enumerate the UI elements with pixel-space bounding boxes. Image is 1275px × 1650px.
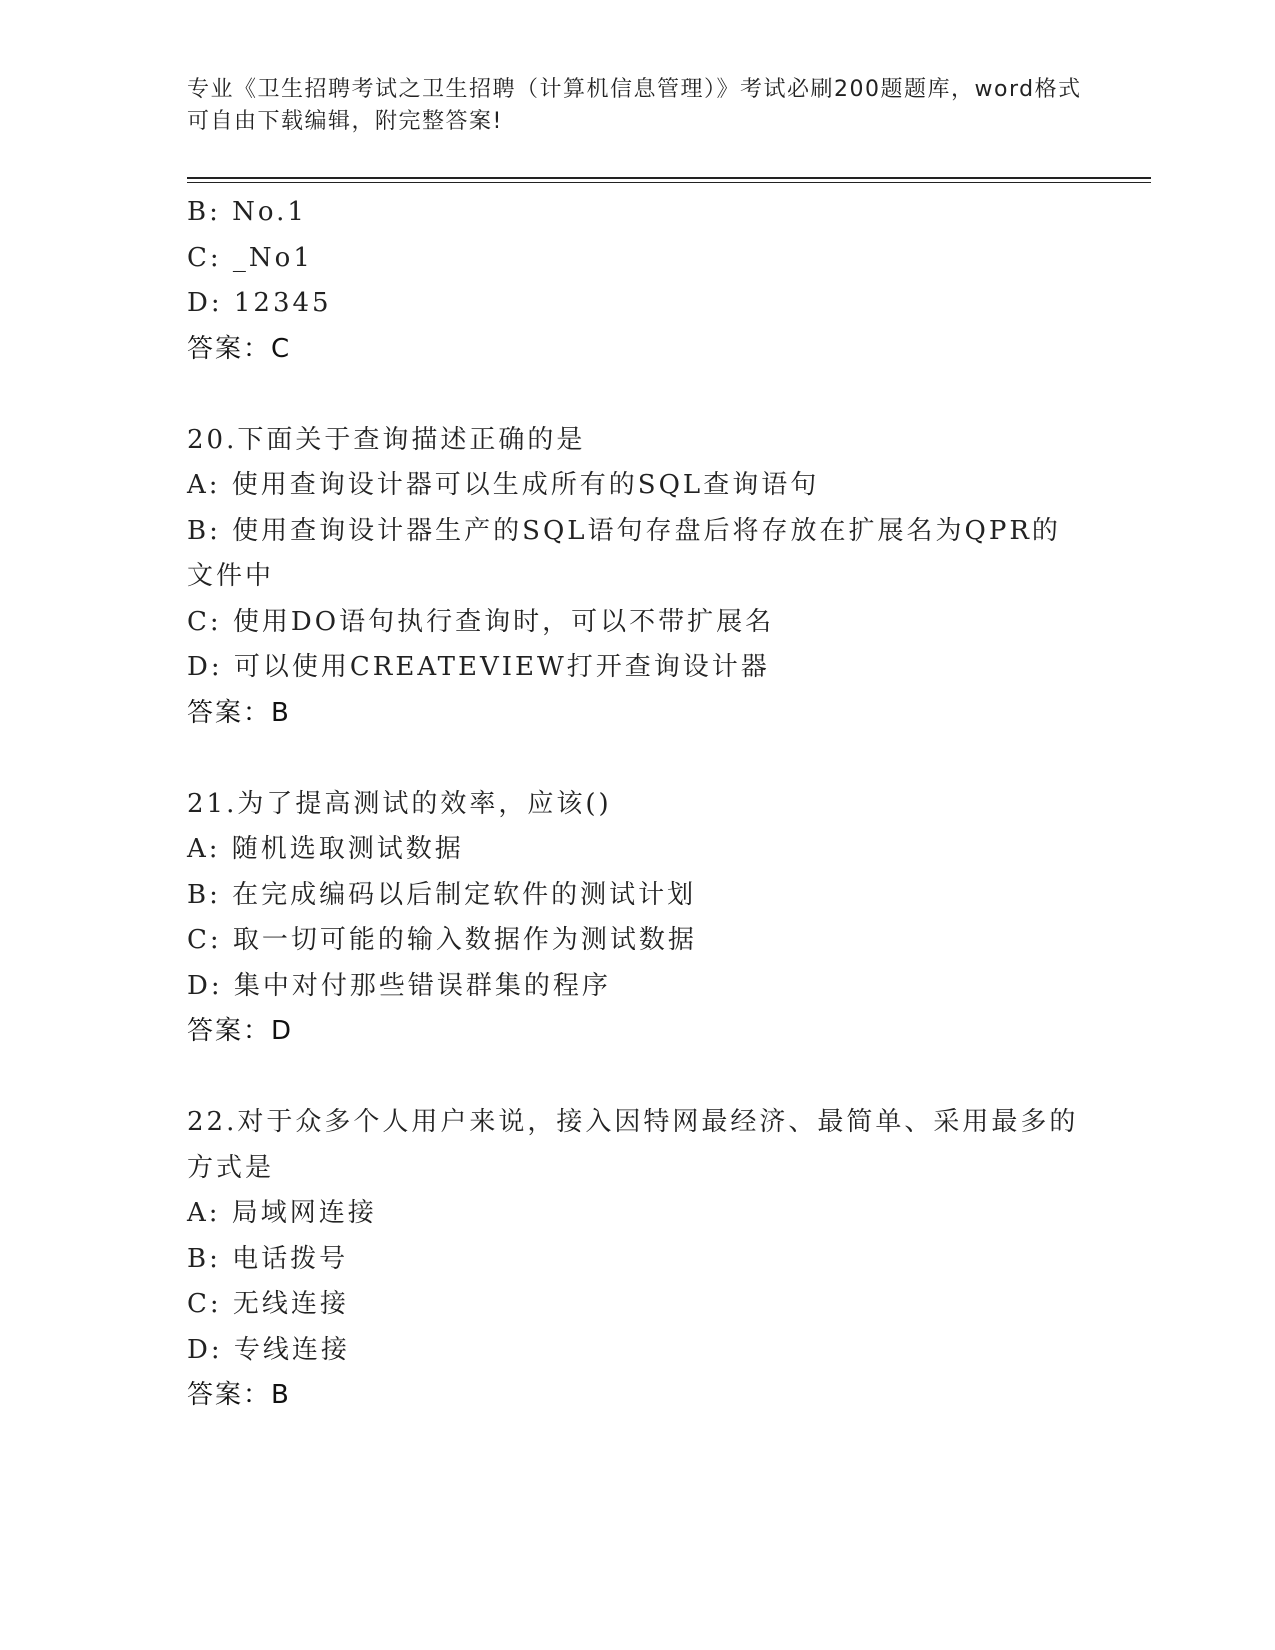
option-d: D: 专线连接 (187, 1334, 350, 1365)
continued-question (187, 190, 1087, 372)
spacer (187, 1055, 1087, 1101)
option-a: A: 局域网连接 (187, 1198, 377, 1228)
spacer (187, 372, 1087, 418)
option-b: B: 使用查询设计器生产的SQL语句存盘后将存放在扩展名为QPR的文件中 (187, 515, 1061, 591)
option-a: A: 随机选取测试数据 (187, 834, 464, 864)
option-c: C: 取一切可能的输入数据作为测试数据 (187, 925, 697, 955)
header-divider-thick (187, 177, 1151, 179)
answer-line: 答案：B (187, 1380, 291, 1410)
question-21 (187, 782, 1087, 1055)
option-d: D: 集中对付那些错误群集的程序 (187, 970, 611, 1001)
option-d: D: 可以使用CREATEVIEW打开查询设计器 (187, 652, 770, 682)
document-header: 专业《卫生招聘考试之卫生招聘（计算机信息管理）》考试必刷200题题库，word格式可自由下载编辑，附完整答案! (187, 77, 1082, 134)
option-a: A: 使用查询设计器可以生成所有的SQL查询语句 (187, 470, 820, 500)
question-title: 21.为了提高测试的效率，应该() (187, 788, 612, 819)
question-title: 20.下面关于查询描述正确的是 (187, 424, 586, 455)
option-b: B: No.1 (187, 197, 307, 227)
option-c: C: _No1 (187, 242, 313, 273)
option-d: D: 12345 (187, 288, 332, 318)
question-22 (187, 1100, 1087, 1419)
spacer (187, 736, 1087, 782)
answer-line: 答案：C (187, 333, 292, 364)
answer-line: 答案：B (187, 697, 291, 728)
option-c: C: 无线连接 (187, 1289, 349, 1319)
option-c: C: 使用DO语句执行查询时，可以不带扩展名 (187, 606, 775, 637)
question-list (187, 190, 1087, 1419)
header-divider-thin (187, 182, 1151, 183)
option-b: B: 电话拨号 (187, 1243, 349, 1274)
question-title: 22.对于众多个人用户来说，接入因特网最经济、最简单、采用最多的方式是 (187, 1107, 1079, 1183)
question-20 (187, 418, 1087, 737)
answer-line: 答案：D (187, 1016, 294, 1046)
option-b: B: 在完成编码以后制定软件的测试计划 (187, 879, 697, 910)
